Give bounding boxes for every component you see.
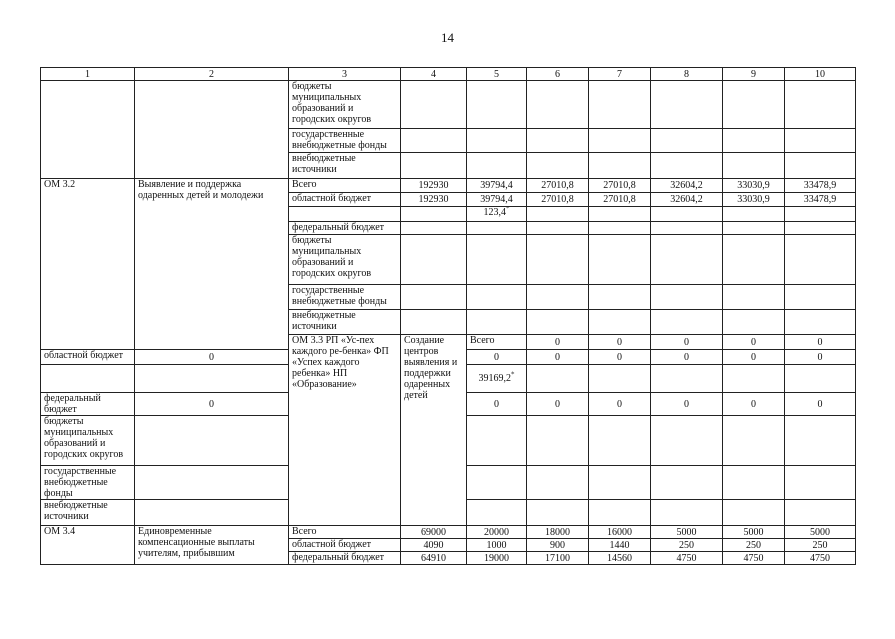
header-cell: 4	[401, 68, 467, 81]
value-cell: 0	[785, 393, 856, 416]
source-cell: Всего	[467, 335, 527, 350]
value-cell	[467, 207, 527, 222]
source-cell: государственные внебюджетные фонды	[41, 466, 135, 500]
value-cell: 27010,8	[589, 179, 651, 193]
value-cell: 18000	[527, 526, 589, 539]
value-cell: 0	[785, 335, 856, 350]
value-cell: 1440	[589, 539, 651, 552]
value-cell: 0	[723, 335, 785, 350]
value-cell: 4750	[651, 552, 723, 565]
value-cell: 192930	[401, 193, 467, 207]
value-cell: 900	[527, 539, 589, 552]
footnote-mark: *	[506, 206, 510, 213]
source-cell: федеральный бюджет	[289, 552, 401, 565]
table-header-row	[41, 68, 856, 81]
value-cell: 192930	[401, 179, 467, 193]
source-cell: государственные внебюджетные фонды	[289, 285, 401, 310]
header-cell: 5	[467, 68, 527, 81]
value-cell: 0	[527, 393, 589, 416]
source-cell	[289, 207, 401, 222]
value-cell: 0	[135, 393, 289, 416]
value-cell: 39794,4	[467, 193, 527, 207]
value-cell: 5000	[651, 526, 723, 539]
value-cell: 32604,2	[651, 193, 723, 207]
extra-value: 39169,2	[478, 373, 511, 384]
value-cell	[467, 365, 527, 393]
source-cell: областной бюджет	[289, 193, 401, 207]
value-cell: 0	[723, 350, 785, 365]
value-cell: 0	[589, 393, 651, 416]
value-cell: 39794,4	[467, 179, 527, 193]
source-cell: Всего	[289, 526, 401, 539]
value-cell: 0	[467, 393, 527, 416]
source-cell: бюджеты муниципальных образований и городских округов	[289, 81, 401, 129]
value-cell: 0	[589, 335, 651, 350]
value-cell: 0	[527, 335, 589, 350]
value-cell: 16000	[589, 526, 651, 539]
value-cell: 20000	[467, 526, 527, 539]
value-cell: 33478,9	[785, 193, 856, 207]
source-cell: федеральный бюджет	[289, 222, 401, 235]
value-cell: 250	[651, 539, 723, 552]
source-cell: областной бюджет	[41, 350, 135, 365]
value-cell: 4750	[723, 552, 785, 565]
header-cell: 6	[527, 68, 589, 81]
value-cell: 69000	[401, 526, 467, 539]
table-row	[41, 179, 856, 193]
source-cell: федеральный бюджет	[41, 393, 135, 416]
measure-name: Единовременные компенсационные выплаты учителям, прибывшим	[135, 526, 289, 565]
header-cell: 2	[135, 68, 289, 81]
value-cell: 27010,8	[589, 193, 651, 207]
measure-code: ОМ 3.2	[41, 179, 135, 350]
footnote-mark: *	[511, 370, 515, 379]
measure-code: ОМ 3.3 РП «Ус-пех каждого ре-бенка» ФП «Успех каждого ребенка» НП «Образование»	[289, 335, 401, 526]
value-cell: 0	[651, 350, 723, 365]
source-cell: внебюджетные источники	[41, 500, 135, 526]
extra-value: 123,4	[483, 207, 506, 218]
source-cell	[41, 365, 135, 393]
value-cell: 27010,8	[527, 193, 589, 207]
header-cell: 7	[589, 68, 651, 81]
source-cell: Всего	[289, 179, 401, 193]
measure-name: Создание центров выявления и поддержки одаренных детей	[401, 335, 467, 526]
value-cell: 4090	[401, 539, 467, 552]
header-cell: 3	[289, 68, 401, 81]
value-cell: 19000	[467, 552, 527, 565]
measure-name: Выявление и поддержка одаренных детей и молодежи	[135, 179, 289, 350]
value-cell: 5000	[785, 526, 856, 539]
source-cell: бюджеты муниципальных образований и городских округов	[289, 235, 401, 285]
value-cell: 5000	[723, 526, 785, 539]
source-cell: государственные внебюджетные фонды	[289, 129, 401, 153]
value-cell: 33030,9	[723, 179, 785, 193]
header-cell: 10	[785, 68, 856, 81]
value-cell: 64910	[401, 552, 467, 565]
value-cell: 0	[723, 393, 785, 416]
page-number: 14	[441, 30, 454, 45]
header-cell: 8	[651, 68, 723, 81]
value-cell: 0	[651, 335, 723, 350]
table-row	[41, 81, 856, 129]
value-cell: 0	[589, 350, 651, 365]
source-cell: областной бюджет	[289, 539, 401, 552]
value-cell: 0	[527, 350, 589, 365]
value-cell: 0	[785, 350, 856, 365]
source-cell: внебюджетные источники	[289, 153, 401, 179]
source-cell: внебюджетные источники	[289, 310, 401, 335]
value-cell: 0	[135, 350, 289, 365]
value-cell: 0	[467, 350, 527, 365]
measure-code: ОМ 3.4	[41, 526, 135, 565]
value-cell: 33478,9	[785, 179, 856, 193]
budget-table	[40, 67, 856, 565]
cont-name-cell	[135, 81, 289, 179]
value-cell: 4750	[785, 552, 856, 565]
value-cell: 17100	[527, 552, 589, 565]
value-cell: 250	[723, 539, 785, 552]
table-row	[41, 526, 856, 539]
header-cell: 9	[723, 68, 785, 81]
value-cell: 14560	[589, 552, 651, 565]
source-cell: бюджеты муниципальных образований и городских округов	[41, 416, 135, 466]
value-cell: 0	[651, 393, 723, 416]
value-cell: 250	[785, 539, 856, 552]
value-cell: 32604,2	[651, 179, 723, 193]
header-cell: 1	[41, 68, 135, 81]
value-cell: 27010,8	[527, 179, 589, 193]
value-cell: 33030,9	[723, 193, 785, 207]
value-cell: 1000	[467, 539, 527, 552]
cont-code-cell	[41, 81, 135, 179]
